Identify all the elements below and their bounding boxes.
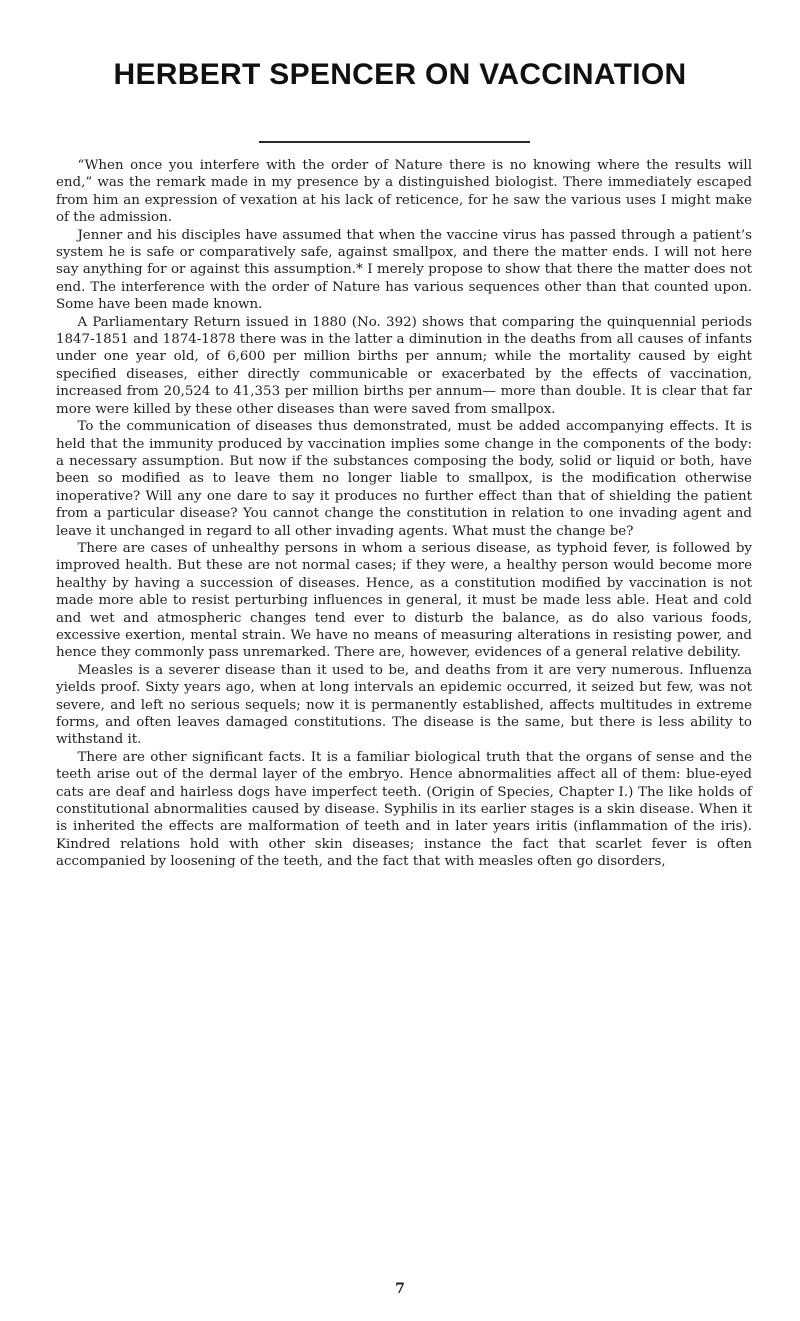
page-number: 7	[395, 1281, 405, 1297]
paragraph-1: “When once you interfere with the order of Nature there is no knowing where the results will end,” was the remark made in my presence by a distinguished biologist. There immediately escaped from him an expression of vexation at his lack of reticence, for he saw the various uses I might make of the admission.	[56, 158, 752, 226]
paragraph-3: A Parliamentary Return issued in 1880 (No. 392) shows that comparing the quinquennial periods 1847-1851 and 1874-1878 there was in the latter a diminution in the deaths from all causes of infants under one year old, of 6,600 per million births per annum; while the mortality caused by eight specified diseases, either directly communicable or exacerbated by the effects of vaccination, increased from 20,524 to 41,353 per million births per annum— more than double. It is clear that far more were killed by these other diseases than were saved from smallpox.	[56, 314, 752, 417]
page-title: HERBERT SPENCER ON VACCINATION	[113, 58, 687, 91]
paragraph-7: There are other significant facts. It is a familiar biological truth that the organs of sense and the teeth arise out of the dermal layer of the embryo. Hence abnormalities affect all of them: blue-eyed cats are deaf and hairless dogs have imperfect teeth. (Origin of Species, Chapter I.) The like holds of constitutional abnormalities caused by disease. Syphilis in its earlier stages is a skin disease. When it is inherited the effects are malformation of teeth and in later years iritis (inflammation of the iris). Kindred relations hold with other skin diseases; instance the fact that scarlet fever is often accompanied by loosening of the teeth, and the fact that with measles often go disorders,	[56, 749, 752, 870]
paragraph-6: Measles is a severer disease than it used to be, and deaths from it are very numerous. Influenza yields proof. Sixty years ago, when at long intervals an epidemic occurred, it seized but few, was not severe, and left no serious sequels; now it is permanently established, affects multitudes in extreme forms, and often leaves damaged constitutions. The disease is the same, but there is less ability to withstand it.	[56, 662, 752, 748]
title-divider	[259, 141, 530, 143]
paragraph-2: Jenner and his disciples have assumed that when the vaccine virus has passed through a patient’s system he is safe or comparatively safe, against smallpox, and there the matter ends. I will not here say anything for or against this assumption.* I merely propose to show that there the matter does not end. The interference with the order of Nature has various sequences other than that counted upon. Some have been made known.	[56, 227, 752, 313]
paragraph-4: To the communication of diseases thus demonstrated, must be added accompanying effects. It is held that the immunity produced by vaccination implies some change in the components of the body: a necessary assumption. But now if the substances composing the body, solid or liquid or both, have been so modified as to leave them no longer liable to smallpox, is the modification otherwise inoperative? Will any one dare to say it produces no further effect than that of shielding the patient from a particular disease? You cannot change the constitution in relation to one invading agent and leave it unchanged in regard to all other invading agents. What must the change be?	[56, 419, 752, 539]
paragraph-5: There are cases of unhealthy persons in whom a serious disease, as typhoid fever, is followed by improved health. But these are not normal cases; if they were, a healthy person would become more healthy by having a succession of diseases. Hence, as a constitution modified by vaccination is not made more able to resist perturbing influences in general, it must be made less able. Heat and cold and wet and atmospheric changes tend ever to disturb the balance, as do also various foods, excessive exertion, mental strain. We have no means of measuring alterations in resisting power, and hence they commonly pass unremarked. There are, however, evidences of a general relative debility.	[56, 540, 752, 661]
article-body	[56, 157, 752, 871]
